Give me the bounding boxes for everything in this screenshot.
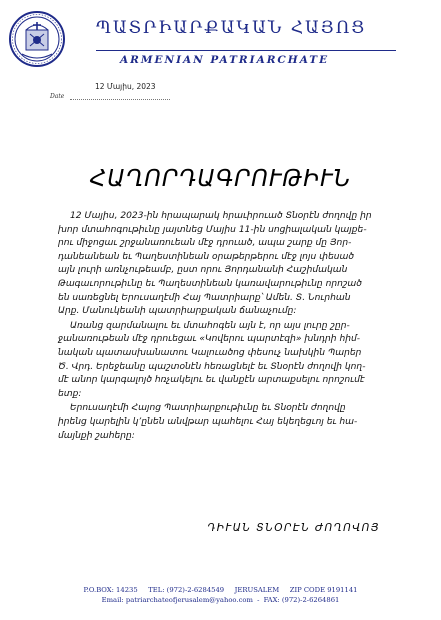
footer-separator: [140, 586, 146, 594]
text-line: այն լուրի առնչութեամբ, ըստ որու Յորդանանի Հաշիմական: [58, 265, 348, 276]
footer-zip: ZIP CODE 9191141: [289, 586, 358, 594]
paragraph-1: [58, 210, 386, 319]
paragraph-3: [58, 402, 386, 443]
text-line: խոր մտահոգութիւնը յայտնեց Մայիս 11-ին սոցիալական կայքե-: [58, 224, 367, 235]
handwritten-date: 12 Մայիս, 2023: [95, 82, 156, 91]
text-line: են սառեցնել Երուսաղէմի Հայ Պատրիարք՝ Ամեն. Տ. Նուրհան: [58, 292, 351, 303]
text-line: 12 Մայիս, 2023-ին հրապարակ հրաւիրուած Տնօրէն ժողովը իր: [70, 211, 372, 221]
footer-fax: FAX: (972)-2-6264861: [263, 596, 340, 604]
text-line: ջանառութեան մէջ դրուեցաւ «Կովերու պարտէզի» խնդրի հիմ-: [58, 334, 361, 345]
text-line: մայնքի շահերը:: [58, 430, 135, 441]
text-line: նական պատասխանատու Կալուածոց փեսուչ նախկին Պարեր: [58, 347, 362, 358]
footer-tel: TEL: (972)-2-6284549: [148, 586, 225, 594]
footer-city: JERUSALEM: [234, 586, 280, 594]
paragraph-2: [58, 320, 386, 402]
date-label: Date: [50, 93, 65, 100]
document-body: [58, 210, 386, 443]
text-line: Առանց զարմանալու եւ մտահոգեն այն է, որ այս լուրը շըր-: [70, 320, 350, 331]
letterhead-footer: [0, 585, 441, 605]
footer-separator: -: [257, 596, 260, 604]
letterhead-title-armenian: ՊԱՏՐԻԱՐՔԱԿԱՆ ՀԱՅՈՑ: [96, 18, 367, 38]
signature-block: ԴԻՒԱՆ ՏՆՕՐԷՆ ԺՈՂՈՎՈՅ: [207, 522, 380, 534]
date-dotted-line: [70, 99, 170, 100]
footer-pobox: P.O.BOX: 14235: [83, 586, 138, 594]
text-line: իրենց կարելին կ՚ընեն անվթար պահելու Հայ եկեղեցւոյ եւ հա-: [58, 416, 358, 427]
text-line: Արք. Մանուկեանի պատրիարքական ճանաչումը:: [58, 306, 297, 317]
text-line: Երուսաղէմի Հայոց Պատրիարքութիւնը եւ Տնօրէն ժողովը: [70, 403, 346, 414]
footer-row-2: [0, 595, 441, 605]
letterhead-divider: [96, 50, 396, 51]
footer-row-1: [0, 585, 441, 595]
text-line: Ծ. Վրդ. Երեջեանը պաշտօնէն հեռացնելէ եւ Տնօրէն ժողովի կող-: [58, 361, 366, 372]
footer-separator: [226, 586, 232, 594]
text-line: ետք:: [58, 388, 82, 399]
text-line: րու միջոցաւ շրջանառուեան մէջ դրուած, ապա շարք մը Յոր-: [58, 238, 352, 249]
footer-email[interactable]: Email: patriarchateofjerusalem@yahoo.com: [101, 596, 253, 604]
document-title: ՀԱՂՈՐԴԱԳՐՈՒԹԻՒՆ: [89, 166, 352, 192]
footer-separator: [281, 586, 287, 594]
patriarchate-seal-icon: [8, 10, 66, 68]
text-line: մէ անոր կարգալոյծ հռչակելու եւ վանքէն արտաքսելու որոշումէ: [58, 375, 365, 386]
text-line: դանեանեան եւ Պաղեստինեան օրաթերթերու մէջ լոյս փեսած: [58, 251, 355, 262]
text-line: Թագաւորութիւնը եւ Պաղեստինեան կառավարութիւնը որոշած: [58, 278, 362, 289]
letterhead-title-english: ARMENIAN PATRIARCHATE: [120, 54, 330, 66]
